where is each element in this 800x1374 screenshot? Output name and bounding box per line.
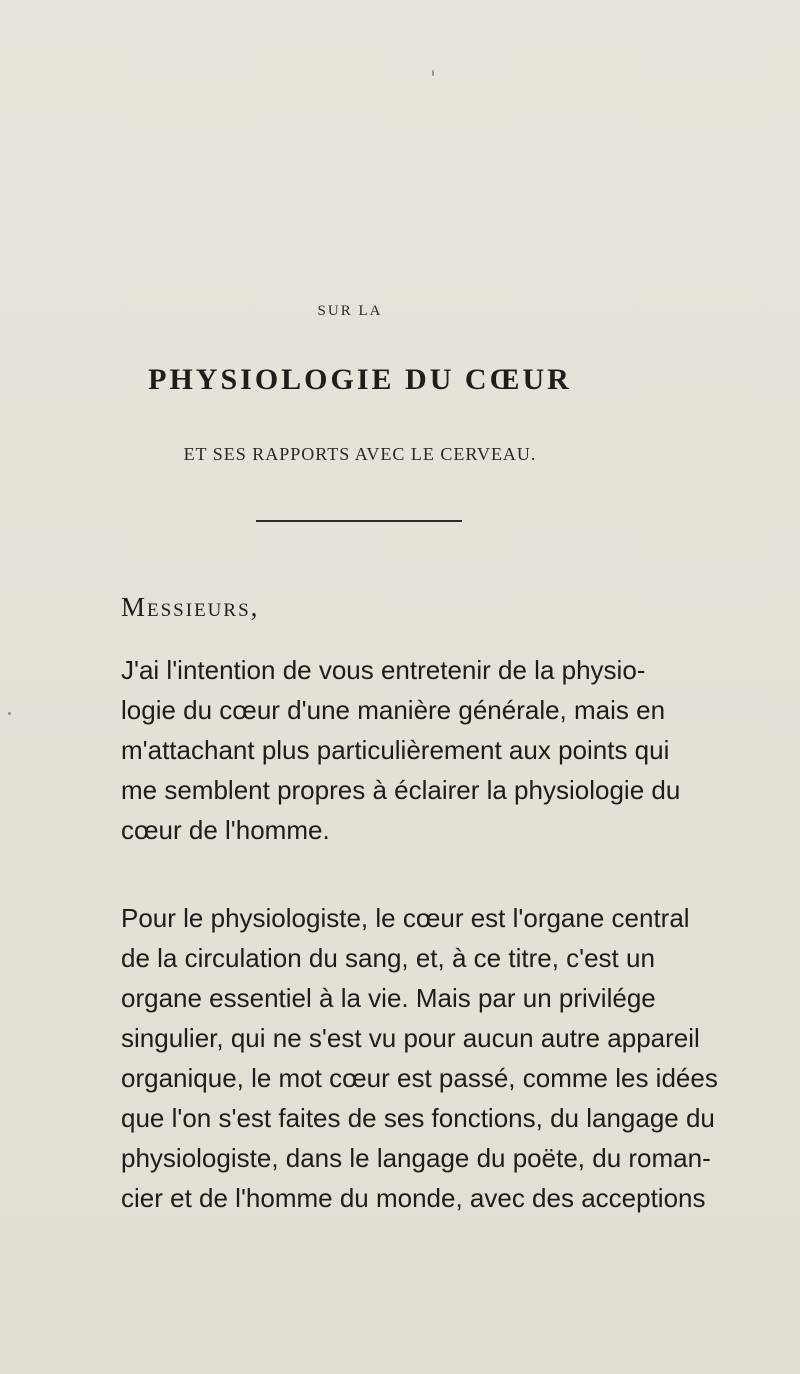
text-line: de la circulation du sang, et, à ce titre, c'est un [121, 943, 655, 973]
text-line: me semblent propres à éclairer la physiologie du [121, 775, 681, 805]
paper-speck [432, 70, 434, 76]
text-line: m'attachant plus particulièrement aux points qui [121, 735, 670, 765]
page-title: PHYSIOLOGIE DU CŒUR [148, 363, 572, 396]
text-line: physiologiste, dans le langage du poëte, du roman- [121, 1143, 711, 1173]
text-line: singulier, qui ne s'est vu pour aucun autre appareil [121, 1023, 700, 1053]
paragraph-2 [121, 898, 718, 1218]
title-kicker: SUR LA [317, 303, 383, 319]
title-rule [256, 520, 462, 522]
page-subtitle: ET SES RAPPORTS AVEC LE CERVEAU. [183, 444, 537, 464]
text-line: que l'on s'est faites de ses fonctions, du langage du [121, 1103, 715, 1133]
paper-speck [8, 712, 11, 715]
text-line: organe essentiel à la vie. Mais par un privilége [121, 983, 656, 1013]
text-line: Pour le physiologiste, le cœur est l'organe central [121, 903, 690, 933]
text-line: cier et de l'homme du monde, avec des acceptions [121, 1183, 706, 1213]
text-line: logie du cœur d'une manière générale, mais en [121, 695, 666, 725]
paragraph-1 [121, 650, 681, 850]
salutation: Messieurs, [121, 592, 260, 622]
text-line: organique, le mot cœur est passé, comme les idées [121, 1063, 718, 1093]
text-line: cœur de l'homme. [121, 815, 330, 845]
text-line: J'ai l'intention de vous entretenir de la physio- [121, 655, 646, 685]
